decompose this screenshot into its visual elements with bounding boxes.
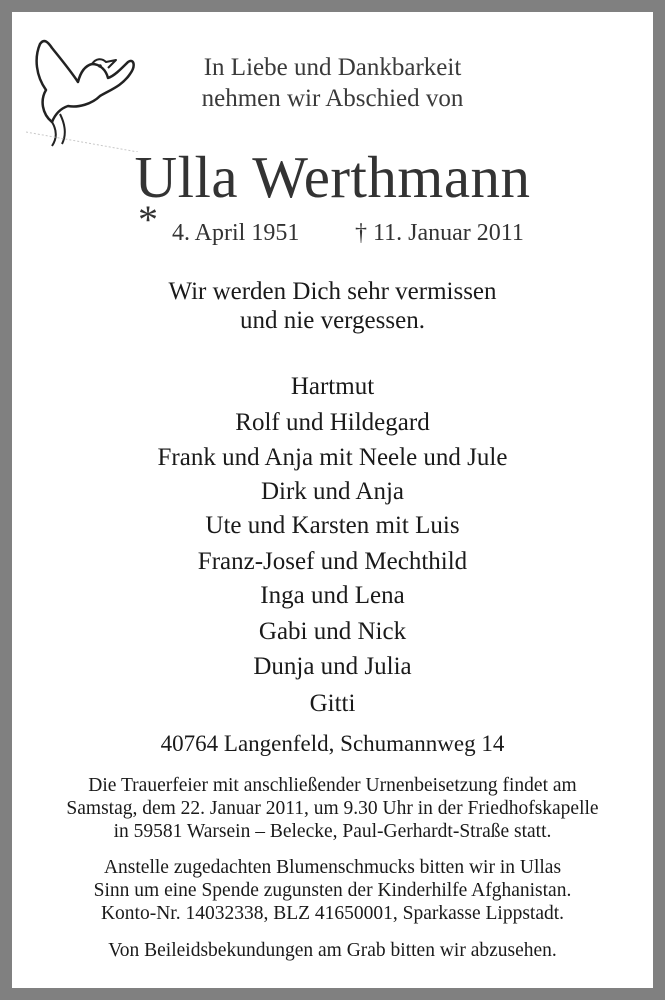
family-member: Ute und Karsten mit Luis — [205, 512, 460, 539]
donation-line: Konto-Nr. 14032338, BLZ 41650001, Sparkasse Lippstadt. — [100, 903, 565, 924]
family-member: Inga und Lena — [260, 582, 405, 609]
intro-line-1: In Liebe und Dankbarkeit — [203, 54, 462, 81]
donation-line: Anstelle zugedachten Blumenschmucks bitten wir in Ullas — [103, 857, 562, 878]
ceremony-line: Samstag, dem 22. Januar 2011, um 9.30 Uhr in der Friedhofskapelle — [66, 798, 599, 819]
address: 40764 Langenfeld, Schumannweg 14 — [160, 731, 505, 756]
donation-line: Sinn um eine Spende zugunsten der Kinderhilfe Afghanistan. — [93, 880, 572, 901]
obituary-card — [12, 12, 653, 988]
birth-date: 4. April 1951 — [172, 220, 300, 246]
death-date: † 11. Januar 2011 — [355, 220, 524, 246]
closing-note: Von Beileidsbekundungen am Grab bitten wir abzusehen. — [108, 940, 557, 961]
family-member: Frank und Anja mit Neele und Jule — [157, 444, 508, 471]
ceremony-line: in 59581 Warsein – Belecke, Paul-Gerhardt-Straße statt. — [113, 821, 552, 842]
deceased-name: Ulla Werthmann — [134, 144, 531, 210]
family-member: Dirk und Anja — [260, 478, 405, 505]
family-member: Gitti — [309, 690, 356, 717]
family-member: Hartmut — [290, 373, 375, 400]
quote-line-2: und nie vergessen. — [240, 307, 425, 334]
quote-line-1: Wir werden Dich sehr vermissen — [168, 278, 497, 305]
intro-line-2: nehmen wir Abschied von — [201, 85, 464, 112]
ceremony-line: Die Trauerfeier mit anschließender Urnenbeisetzung findet am — [88, 775, 577, 796]
family-member: Rolf und Hildegard — [235, 409, 430, 436]
family-member: Gabi und Nick — [258, 618, 407, 645]
birth-star-icon: * — [138, 197, 158, 242]
family-member: Dunja und Julia — [253, 653, 412, 680]
family-member: Franz-Josef und Mechthild — [197, 548, 468, 575]
